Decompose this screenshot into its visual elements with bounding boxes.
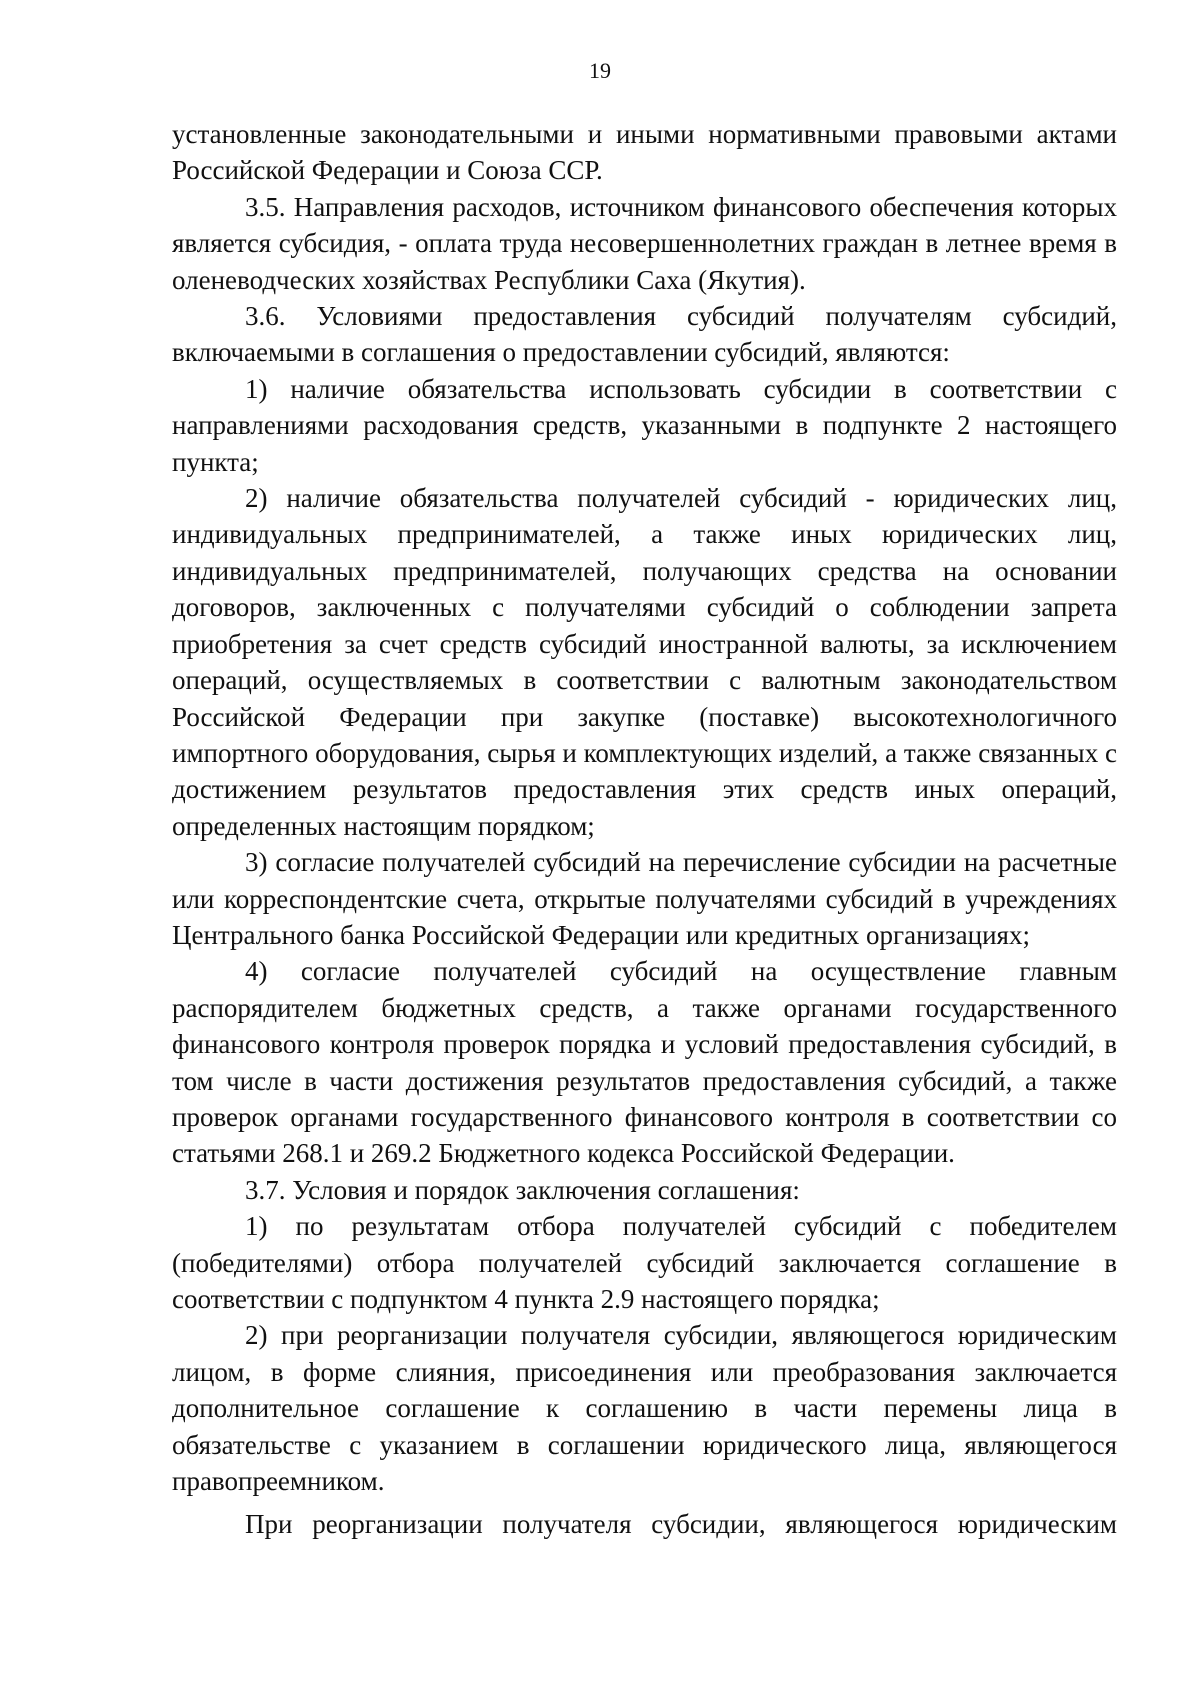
- page-number: 19: [589, 58, 611, 83]
- paragraph-3-7-item-1: 1) по результатам отбора получателей субсидий с победителем (победителями) отбора получателей субсидий заключается соглашение в соответствии с подпунктом 4 пункта 2.9 настоящего порядка;: [172, 1211, 1117, 1314]
- paragraph-3-6: 3.6. Условиями предоставления субсидий получателям субсидий, включаемыми в соглашения о предоставлении субсидий, являются:: [172, 301, 1117, 368]
- paragraph-3-6-item-3: 3) согласие получателей субсидий на перечисление субсидии на расчетные или корреспондентские счета, открытые получателями субсидий в учреждениях Центрального банка Российской Федерации или кредитных организациях;: [172, 847, 1117, 950]
- paragraph-continuation: установленные законодательными и иными нормативными правовыми актами Российской Федерации и Союза ССР.: [172, 119, 1117, 186]
- paragraph-reorganization: При реорганизации получателя субсидии, являющегося юридическим: [245, 1509, 1117, 1540]
- paragraph-3-5: 3.5. Направления расходов, источником финансового обеспечения которых является субсидия, - оплата труда несовершеннолетних граждан в летнее время в оленеводческих хозяйствах Республики Саха (Якутия).: [172, 191, 1117, 295]
- paragraph-3-6-item-4: 4) согласие получателей субсидий на осуществление главным распорядителем бюджетных средств, а также органами государственного финансового контроля проверок порядка и условий предоставления субсидий, в том числе в части достижения результатов предоставления субсидий, а также проверок органами государственного финансового контроля в соответствии со статьями 268.1 и 269.2 Бюджетного кодекса Российской Федерации.: [172, 956, 1117, 1169]
- document-body: [172, 116, 1117, 1543]
- paragraph-3-7-item-2: 2) при реорганизации получателя субсидии, являющегося юридическим лицом, в форме слияния, присоединения или преобразования заключается дополнительное соглашение к соглашению в части перемены лица в обязательстве с указанием в соглашении юридического лица, являющегося правопреемником.: [172, 1320, 1117, 1497]
- paragraph-3-6-item-2: 2) наличие обязательства получателей субсидий - юридических лиц, индивидуальных предпринимателей, а также иных юридических лиц, индивидуальных предпринимателей, получающих средства на основании договоров, заключенных с получателями субсидий о соблюдении запрета приобретения за счет средств субсидий иностранной валюты, за исключением операций, осуществляемых в соответствии с валютным законодательством Российской Федерации при закупке (поставке) высокотехнологичного импортного оборудования, сырья и комплектующих изделий, а также связанных с достижением результатов предоставления этих средств иных операций, определенных настоящим порядком;: [172, 483, 1117, 841]
- paragraph-3-7: 3.7. Условия и порядок заключения соглашения:: [245, 1174, 800, 1205]
- paragraph-3-6-item-1: 1) наличие обязательства использовать субсидии в соответствии с направлениями расходования средств, указанными в подпункте 2 настоящего пункта;: [172, 373, 1117, 477]
